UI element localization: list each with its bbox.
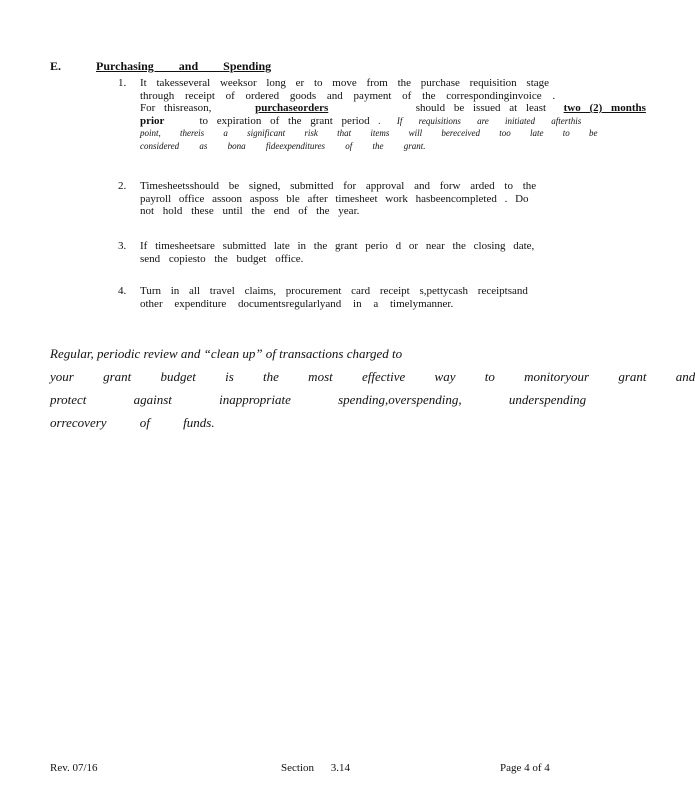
emphasis-prior: prior [140, 114, 165, 127]
item-text-line: Turn in all travel claims, procurement card receipt s,pettycash receiptsand [140, 285, 528, 297]
item-number: 4. [118, 285, 127, 297]
review-paragraph [50, 342, 695, 434]
text-run: . If requisitions are initiated afterthis [378, 115, 582, 126]
text-run: to expiration of the grant period [199, 114, 370, 127]
emphasis-purchase-orders: purchaseorders [255, 102, 329, 114]
text-run: For thisreason, [140, 102, 212, 114]
item-text-line: Timesheetsshould be signed, submitted for approval and forw arded to the [140, 180, 537, 192]
item-text-line: through receipt of ordered goods and payment of the correspondinginvoice . [140, 89, 556, 102]
list-item-1 [118, 77, 646, 152]
item-text-line: not hold these until the end of the year. [140, 205, 360, 217]
item-body [140, 180, 538, 218]
footer-section: Section 3.14 [281, 762, 350, 774]
item-number: 2. [118, 180, 127, 192]
item-text-line: considered as bona fideexpenditures of the grant. [140, 140, 426, 151]
review-line: protect against inappropriate spending,overspending, underspending [50, 392, 587, 407]
section-letter: E. [50, 59, 62, 73]
item-text-line: If timesheetsare submitted late in the grant perio d or near the closing date, [140, 240, 535, 252]
review-line: your grant budget is the most effective way to monitoryour grant and [50, 369, 695, 384]
item-text-line: send copiesto the budget office. [140, 252, 304, 265]
list-item-2 [118, 180, 538, 218]
review-line: orrecovery of funds. [50, 415, 215, 430]
item-text-line: payroll office assoon asposs ble after timesheet work hasbeencompleted . Do [140, 192, 529, 205]
item-number: 3. [118, 240, 127, 252]
item-text-line-4 [140, 114, 582, 128]
emphasis-two-months: two (2) months [563, 102, 646, 114]
item-body [140, 77, 646, 152]
item-body [140, 285, 538, 310]
list-item-3 [118, 240, 538, 265]
item-text-line: It takesseveral weeksor long er to move from the purchase requisition stage [140, 77, 550, 89]
footer-page-number: Page 4 of 4 [500, 762, 550, 774]
item-text-line: other expenditure documentsregularlyand in a timelymanner. [140, 297, 454, 310]
item-text-line-3 [140, 102, 646, 115]
text-run: should be issued at least [415, 102, 547, 114]
footer-revision: Rev. 07/16 [50, 762, 98, 774]
list-item-4 [118, 285, 538, 310]
item-number: 1. [118, 77, 127, 89]
review-line: Regular, periodic review and “clean up” of transactions charged to [50, 346, 403, 361]
section-title: Purchasing and Spending [96, 59, 272, 73]
item-text-line: point, thereis a significant risk that items will bereceived too late to be [140, 128, 598, 138]
item-body [140, 240, 538, 265]
